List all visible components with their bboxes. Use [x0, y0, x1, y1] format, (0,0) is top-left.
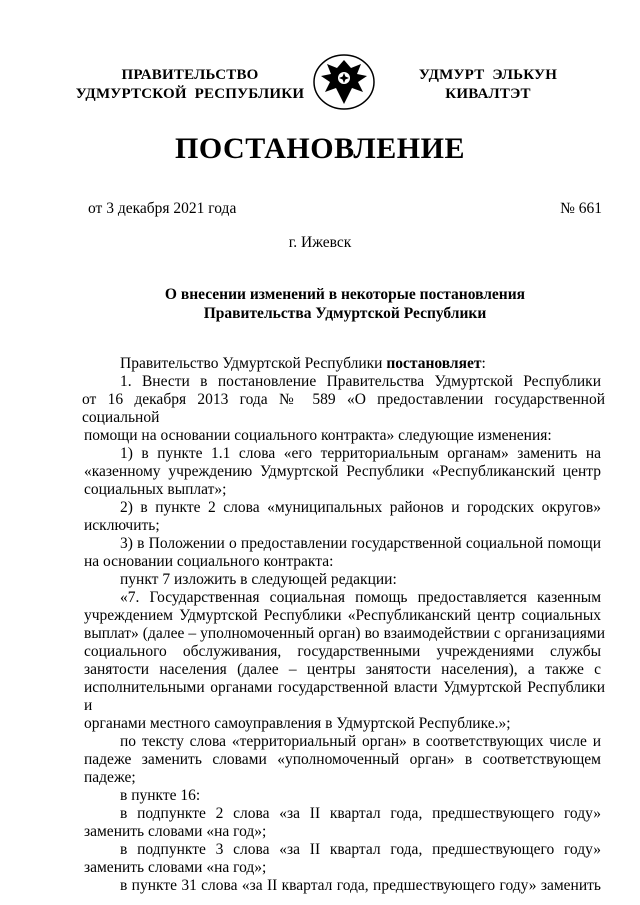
document-subject-line1: О внесении изменений в некоторые постановления — [164, 286, 526, 303]
body-line: падеже; — [84, 769, 136, 786]
document-date: от 3 декабря 2021 года — [88, 200, 237, 217]
body-line: 3) в Положении о предоставлении государственной социальной помощи — [120, 535, 601, 552]
intro-suffix: : — [481, 355, 486, 372]
body-line: органами местного самоуправления в Удмуртской Республике.»; — [84, 715, 511, 732]
body-line: 2) в пункте 2 слова «муниципальных районов и городских округов» — [120, 499, 601, 516]
udmurt-coat-of-arms-icon — [313, 54, 375, 110]
body-line: исключить; — [84, 517, 160, 534]
document-subject-line2: Правительства Удмуртской Республики — [203, 305, 487, 322]
government-name-line2: УДМУРТСКОЙ РЕСПУБЛИКИ — [75, 86, 305, 102]
body-line: занятости населения (далее – центры занятости населения), а также с — [84, 661, 601, 678]
body-line: социальных выплат»; — [84, 481, 227, 498]
body-line: по тексту слова «территориальный орган» в соответствующих числе и — [120, 733, 601, 750]
body-line: 1) в пункте 1.1 слова «его территориальным органам» заменить на — [120, 445, 601, 462]
body-line: падеже заменить словами «уполномоченный орган» в соответствующем — [84, 751, 601, 768]
intro-bold: постановляет — [386, 355, 482, 372]
body-line: на основании социального контракта: — [84, 553, 334, 570]
body-line: «7. Государственная социальная помощь предоставляется казенным — [120, 589, 601, 606]
document-title: ПОСТАНОВЛЕНИЕ — [175, 132, 465, 165]
document-subject — [0, 285, 640, 323]
government-name-line1: ПРАВИТЕЛЬСТВО — [121, 67, 259, 83]
government-name-udmurt-line1: УДМУРТ ЭЛЬКУН — [418, 67, 558, 83]
government-name-udmurt-line2: КИВАЛТЭТ — [445, 86, 531, 102]
body-line: в подпункте 2 слова «за II квартал года, предшествующего году» — [120, 805, 601, 822]
body-line: помощи на основании социального контракта» следующие изменения: — [84, 427, 552, 444]
body-line: заменить словами «на год»; — [84, 859, 267, 876]
body-line: социального обслуживания, государственными учреждениями службы — [84, 643, 601, 660]
body-line: заменить словами «на год»; — [84, 823, 267, 840]
government-name-udmurt — [388, 66, 588, 104]
body-line: пункт 7 изложить в следующей редакции: — [120, 571, 397, 588]
body-line: от 16 декабря 2013 года № 589 «О предоставлении государственной социальной — [82, 391, 605, 426]
body-line: 1. Внести в постановление Правительства Удмуртской Республики — [120, 373, 601, 390]
document-body — [82, 355, 605, 895]
body-line: в подпункте 3 слова «за II квартал года, предшествующего году» — [120, 841, 601, 858]
body-line: учреждением Удмуртской Республики «Республиканский центр социальных — [84, 607, 601, 624]
intro-paragraph — [84, 355, 601, 373]
body-line: «казенному учреждению Удмуртской Республики «Республиканский центр — [84, 463, 601, 480]
document-city: г. Ижевск — [288, 234, 352, 251]
document-number: № 661 — [560, 200, 602, 217]
body-line: в пункте 31 слова «за II квартал года, предшествующего году» заменить — [120, 877, 601, 894]
intro-prefix: Правительство Удмуртской Республики — [120, 355, 387, 372]
government-name-russian — [60, 66, 320, 104]
body-line: исполнительными органами государственной власти Удмуртской Республики и — [84, 679, 605, 714]
body-line: в пункте 16: — [120, 787, 201, 804]
body-line: выплат» (далее – уполномоченный орган) во взаимодействии с организациями — [84, 625, 605, 642]
